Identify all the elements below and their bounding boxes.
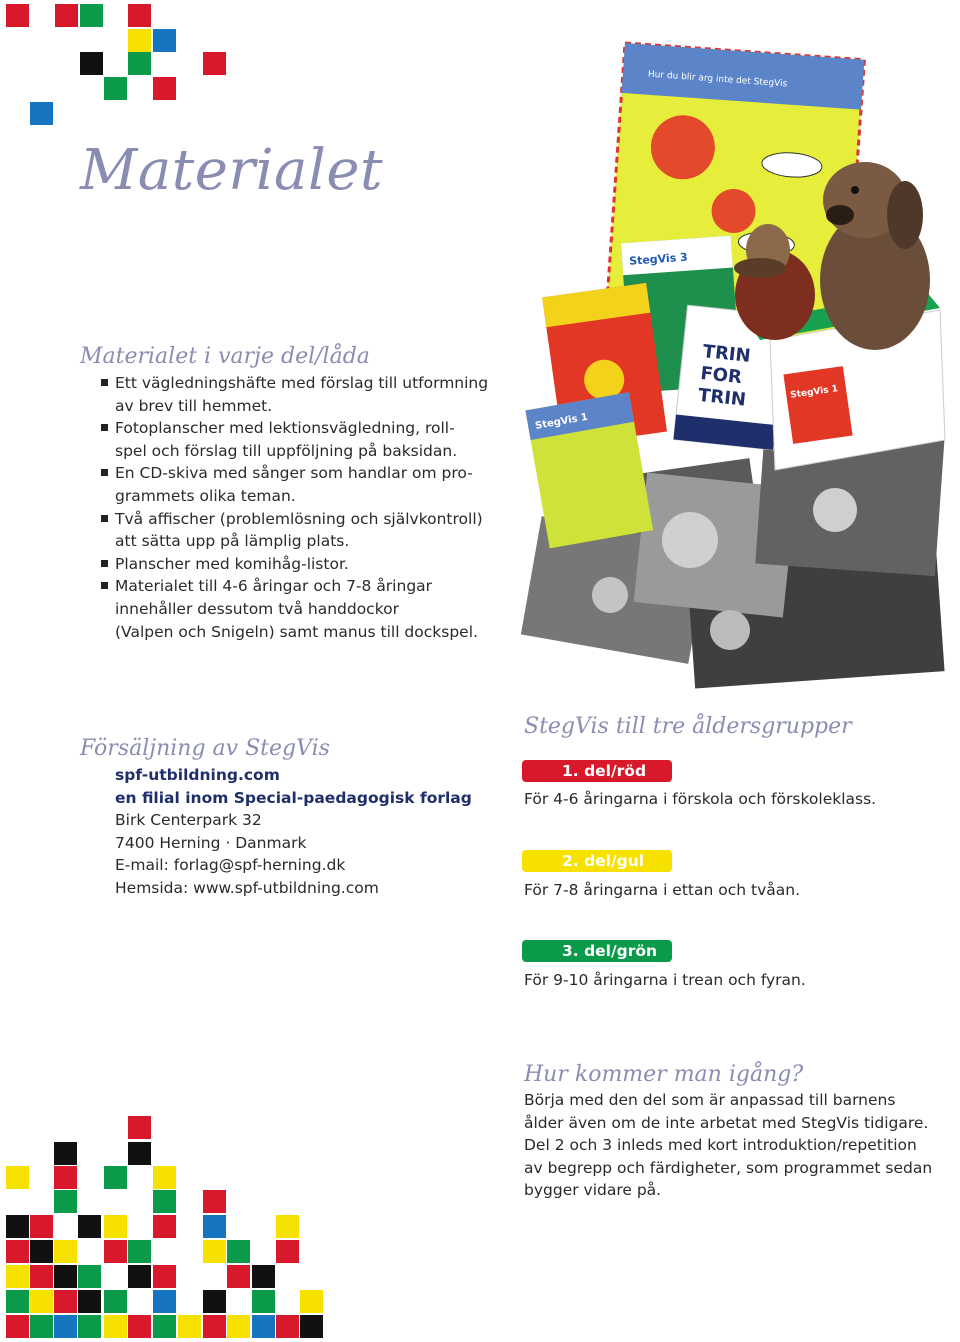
- pattern-square: [78, 1265, 101, 1288]
- pattern-square: [30, 1215, 53, 1238]
- start-line: Börja med den del som är anpassad till barnens: [524, 1091, 896, 1109]
- pattern-square: [300, 1290, 323, 1313]
- pattern-square: [203, 1215, 226, 1238]
- pattern-square: [54, 1190, 77, 1213]
- product-photo: [520, 40, 950, 700]
- pattern-square: [54, 1265, 77, 1288]
- start-text: [524, 1089, 944, 1202]
- pattern-square: [153, 1166, 176, 1189]
- page-title: Materialet: [80, 138, 383, 203]
- materials-list-item: [115, 462, 505, 507]
- book2-title: StegVis 3: [628, 250, 689, 268]
- pattern-square: [6, 1265, 29, 1288]
- dog-puppet: [820, 162, 930, 350]
- pattern-square: [128, 1265, 151, 1288]
- age-group-1-label: 1. del/röd: [522, 760, 672, 782]
- materials-item-line: spel och förslag till uppföljning på baksidan.: [115, 441, 458, 460]
- pattern-square: [128, 52, 151, 75]
- product-photo-illustration: [520, 40, 950, 700]
- pattern-square: [128, 1142, 151, 1165]
- sales-address-2: 7400 Herning · Danmark: [115, 833, 307, 852]
- pattern-square: [78, 1215, 101, 1238]
- start-heading: Hur kommer man igång?: [524, 1062, 804, 1087]
- start-line: av begrepp och färdigheter, som programmet sedan: [524, 1158, 933, 1177]
- pattern-square: [203, 1190, 226, 1213]
- pattern-square: [54, 1166, 77, 1189]
- pattern-square: [30, 1240, 53, 1263]
- pattern-square: [30, 102, 53, 125]
- pattern-square: [227, 1240, 250, 1263]
- pattern-square: [6, 1290, 29, 1313]
- start-line: Del 2 och 3 inleds med kort introduktion/repetition: [524, 1136, 917, 1155]
- pattern-square: [104, 77, 127, 100]
- materials-list-item: [115, 575, 505, 643]
- pattern-square: [153, 1190, 176, 1213]
- pattern-square: [78, 1290, 101, 1313]
- pattern-square: [6, 1240, 29, 1263]
- materials-heading: Materialet i varje del/låda: [80, 344, 370, 369]
- pattern-square: [104, 1215, 127, 1238]
- pattern-square: [203, 1315, 226, 1338]
- materials-list-item: [115, 508, 505, 553]
- materials-item-line: grammets olika teman.: [115, 486, 296, 505]
- materials-item-line: av brev till hemmet.: [115, 396, 273, 415]
- sales-web[interactable]: Hemsida: www.spf-utbildning.com: [115, 878, 379, 897]
- book1-title: StegVis 1: [534, 411, 589, 432]
- booklet-line-1: TRIN: [701, 341, 752, 367]
- pattern-square: [153, 1265, 176, 1288]
- materials-item-line: En CD-skiva med sånger som handlar om pro-: [115, 464, 473, 483]
- booklet-line-3: TRIN: [697, 384, 747, 411]
- sales-subsidiary: en filial inom Special-paedagogisk forlag: [115, 788, 472, 807]
- sales-company: spf-utbildning.com: [115, 766, 280, 784]
- pattern-square: [128, 1116, 151, 1139]
- pattern-square: [104, 1166, 127, 1189]
- age-group-2-text: För 7-8 åringarna i ettan och tvåan.: [524, 881, 801, 899]
- age-group-2-label: 2. del/gul: [522, 850, 672, 872]
- materials-item-line: innehåller dessutom två handdockor: [115, 599, 399, 618]
- age-group-1-text: För 4-6 åringarna i förskola och förskoleklass.: [524, 790, 877, 808]
- pattern-square: [104, 1315, 127, 1338]
- pattern-square: [300, 1315, 323, 1338]
- pattern-square: [128, 4, 151, 27]
- pattern-square: [78, 1315, 101, 1338]
- pattern-square: [252, 1265, 275, 1288]
- pattern-square: [252, 1315, 275, 1338]
- pattern-square: [276, 1315, 299, 1338]
- materials-item-line: Materialet till 4-6 åringar och 7-8 åringar: [115, 577, 433, 596]
- materials-list-item: [115, 553, 505, 576]
- pattern-square: [203, 1240, 226, 1263]
- pattern-square: [54, 1240, 77, 1263]
- materials-item-line: Planscher med komihåg-listor.: [115, 554, 349, 573]
- pattern-square: [6, 1315, 29, 1338]
- materials-list-item: [115, 417, 505, 462]
- materials-list-item: [115, 372, 505, 417]
- pattern-square: [153, 77, 176, 100]
- sales-address-1: Birk Centerpark 32: [115, 811, 262, 830]
- pattern-square: [54, 1290, 77, 1313]
- materials-item-line: Fotoplanscher med lektionsvägledning, roll-: [115, 419, 455, 438]
- pattern-square: [227, 1315, 250, 1338]
- materials-item-line: att sätta upp på lämplig plats.: [115, 532, 350, 551]
- materials-list-block: [115, 372, 505, 643]
- booklet-line-2: FOR: [699, 362, 743, 389]
- materials-item-line: Ett vägledningshäfte med förslag till utformning: [115, 374, 489, 392]
- pattern-square: [128, 1240, 151, 1263]
- age-group-3-text: För 9-10 åringarna i trean och fyran.: [524, 971, 806, 989]
- pattern-square: [54, 1142, 77, 1165]
- materials-list: [115, 372, 505, 643]
- pattern-square: [153, 1215, 176, 1238]
- pattern-square: [80, 52, 103, 75]
- box-label: StegVis 1: [789, 384, 839, 401]
- pattern-square: [80, 4, 103, 27]
- pattern-square: [276, 1215, 299, 1238]
- pattern-square: [252, 1290, 275, 1313]
- age-groups-heading: StegVis till tre åldersgrupper: [524, 714, 852, 739]
- sales-heading: Försäljning av StegVis: [80, 736, 330, 761]
- age-group-3-label: 3. del/grön: [522, 940, 672, 962]
- pattern-square: [104, 1240, 127, 1263]
- poster-text: Hur du blir arg inte det StegVis: [647, 69, 788, 90]
- pattern-square: [227, 1265, 250, 1288]
- pattern-square: [30, 1265, 53, 1288]
- pattern-square: [153, 29, 176, 52]
- pattern-square: [128, 1315, 151, 1338]
- sales-contact: [115, 764, 515, 900]
- materials-item-line: (Valpen och Snigeln) samt manus till dockspel.: [115, 622, 478, 641]
- pattern-square: [104, 1290, 127, 1313]
- start-line: ålder även om de inte arbetat med StegVis tidigare.: [524, 1113, 929, 1132]
- pattern-square: [55, 4, 78, 27]
- pattern-square: [153, 1290, 176, 1313]
- pattern-square: [178, 1315, 201, 1338]
- pattern-square: [203, 1290, 226, 1313]
- pattern-square: [54, 1315, 77, 1338]
- pattern-square: [30, 1315, 53, 1338]
- materials-item-line: Två affischer (problemlösning och självkontroll): [115, 509, 483, 528]
- pattern-square: [203, 52, 226, 75]
- start-line: bygger vidare på.: [524, 1181, 662, 1200]
- pattern-square: [153, 1315, 176, 1338]
- pattern-square: [6, 1215, 29, 1238]
- pattern-square: [30, 1290, 53, 1313]
- sales-email[interactable]: E-mail: forlag@spf-herning.dk: [115, 856, 346, 875]
- pattern-square: [6, 1166, 29, 1189]
- pattern-square: [6, 4, 29, 27]
- pattern-square: [276, 1240, 299, 1263]
- pattern-square: [128, 29, 151, 52]
